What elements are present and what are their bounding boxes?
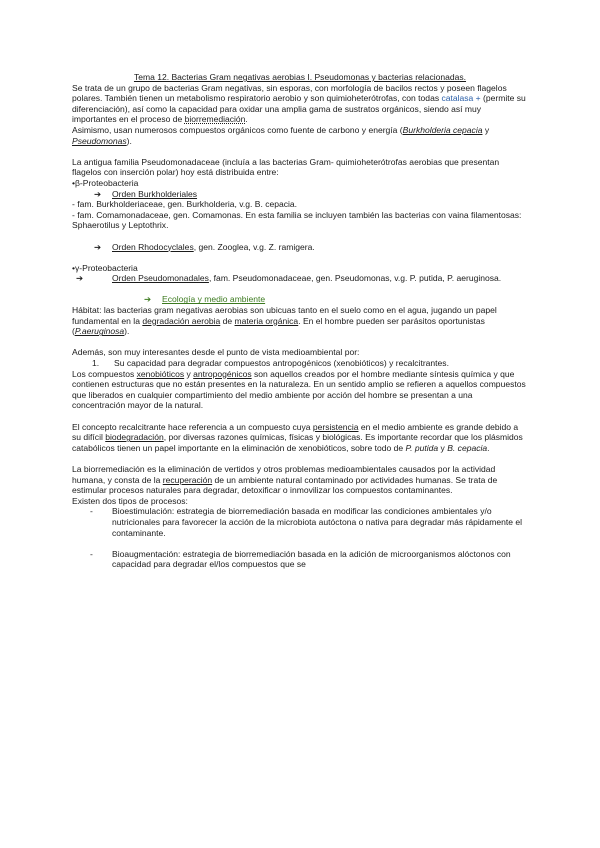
dash-marker: -	[90, 506, 93, 517]
bullet-icon: •	[72, 262, 75, 273]
list-item-bioaugmentacion	[72, 549, 528, 570]
arrow-icon: ➔	[144, 294, 152, 305]
text-segment: y	[184, 368, 194, 379]
document-page	[72, 72, 528, 570]
order-name: Orden Pseudomonadales	[112, 273, 209, 284]
text-segment: materia orgánica	[234, 315, 299, 326]
text-segment: La biorremediación es la eliminación de vertidos y otros problemas medioambientales causados por la actividad humana, y consta de la	[72, 463, 496, 485]
arrow-icon: ➔	[94, 241, 102, 252]
family-intro: La antigua familia Pseudomonadaceae (incluía a las bacterias Gram- quimioheterótrofas aerobias que presentan flagelos con inserción polar) hoy está distribuida entre:	[72, 156, 500, 178]
text-segment: de un ambiente natural contaminado por actividades humanas. Se trata de estimular procesos naturales para degradar, detoxificar o inmovilizar los compuestos contaminantes.	[72, 474, 498, 496]
text-segment: recuperación	[162, 474, 213, 485]
text-segment: son aquellos creados por el hombre mediante síntesis química y que contienen estructuras que no están presentes en la naturaleza. En un sentido amplio se refieren a aquellos compuestos que liberados en cualquier compartimiento del medio ambiente por acción del hombre se presentan a una concentración mayor de la natural.	[72, 368, 526, 411]
intro-paragraph-2	[72, 125, 528, 146]
text-segment: Los compuestos	[72, 368, 137, 379]
ademas-paragraph: Además, son muy interesantes desde el punto de vista medioambiental por:	[72, 347, 360, 358]
text-segment: .	[245, 114, 248, 125]
text-segment: .	[487, 442, 490, 453]
order-name: Orden Burkholderiales	[112, 188, 198, 199]
arrow-icon: ➔	[94, 188, 102, 199]
text-segment: . En el hombre pueden ser parásitos oportunistas (	[72, 315, 485, 337]
xenobioticos-paragraph	[72, 369, 528, 411]
text-segment: biodegradación	[105, 432, 164, 443]
intro-paragraph	[72, 83, 528, 125]
text-segment: persistencia	[312, 421, 359, 432]
list-item-text: Bioestimulación: estrategia de biorremediación basada en modificar las condiciones ambientales y/o nutricionales para favorecer la acción de la microbiota autóctona o nativa para degradar más rápidamente el contaminante.	[112, 506, 523, 538]
habitat-paragraph	[72, 305, 528, 337]
text-segment: B. cepacia	[447, 442, 488, 453]
fam-comamonadaceae: - fam. Comamonadaceae, gen. Comamonas. En esta familia se incluyen también las bacterias con vaina filamentosas: Sphaerotilus y Leptothrix.	[72, 209, 522, 231]
text-segment: Burkholderia cepacia	[402, 124, 483, 135]
text-segment: (permite su diferenciación), así como la capacidad para oxidar una amplia gama de sustratos orgánicos, siendo así muy importantes en el proceso de	[72, 93, 526, 125]
text-segment: y	[482, 124, 490, 135]
text-segment: , por diversas razones químicas, físicas y biológicas. Es importante recordar que los plásmidos catabólicos tienen un papel importante en la eliminación de xenobióticos, sobre todo de	[72, 432, 523, 453]
text-segment: en el medio ambiente es grande debido a su difícil	[72, 421, 519, 443]
biorremediacion-paragraph	[72, 464, 528, 496]
text-segment: biorremediación	[184, 114, 246, 125]
text-segment: P. putida	[405, 442, 439, 453]
gamma-label: γ-Proteobacteria	[75, 262, 138, 273]
text-segment: catalasa +	[441, 93, 481, 104]
text-segment: ).	[126, 135, 132, 146]
item-text: Su capacidad para degradar compuestos antropogénicos (xenobióticos) y recalcitrantes.	[114, 358, 449, 369]
section-heading-text: Ecología y medio ambiente	[162, 294, 266, 305]
recalcitrante-paragraph	[72, 422, 528, 454]
procesos-intro: Existen dos tipos de procesos:	[72, 495, 188, 506]
dash-marker: -	[90, 548, 93, 559]
list-item-bioestimulacion	[72, 506, 528, 538]
beta-proteobacteria	[72, 178, 528, 189]
text-segment: de	[220, 315, 235, 326]
text-segment: P.aeruginosa	[74, 326, 125, 337]
order-detail: , gen. Zooglea, v.g. Z. ramigera.	[193, 241, 315, 252]
text-segment: Pseudomonas	[72, 135, 127, 146]
arrow-icon: ➔	[76, 273, 84, 284]
order-name: Orden Rhodocyclales	[112, 241, 194, 252]
text-segment: Asimismo, usan numerosos compuestos orgánicos como fuente de carbono y energía (	[72, 124, 403, 135]
text-segment: xenobióticos	[136, 368, 185, 379]
text-segment: antropogénicos	[193, 368, 252, 379]
gamma-proteobacteria	[72, 263, 528, 274]
text-segment: ).	[124, 326, 130, 337]
text-segment: Se trata de un grupo de bacterias Gram negativas, sin esporas, con morfología de bacilos rectos y poseen flagelos polares. También tienen un metabolismo respiratorio aerobio y son quimioheterótrofas, con todas	[72, 82, 507, 104]
text-segment: y	[438, 442, 448, 453]
item-number: 1.	[92, 358, 100, 369]
order-pseudomonadales	[72, 273, 528, 284]
order-rhodocyclales	[72, 242, 528, 253]
text-segment: degradación aerobia	[142, 315, 221, 326]
text-segment: Hábitat: las bacterias gram negativas aerobias son ubicuas tanto en el suelo como en el agua, jugando un papel fundamental en la	[72, 305, 497, 326]
numbered-item	[72, 358, 528, 369]
page-title: Tema 12. Bacterias Gram negativas aerobias I. Pseudomonas y bacterias relacionadas.	[133, 72, 467, 82]
section-heading	[72, 294, 528, 305]
order-detail: , fam. Pseudomonadaceae, gen. Pseudomonas, v.g. P. putida, P. aeruginosa.	[208, 273, 502, 284]
beta-label: β-Proteobacteria	[75, 177, 139, 188]
order-burkholderiales	[72, 189, 528, 200]
bullet-icon: •	[72, 177, 75, 188]
list-item-text: Bioaugmentación: estrategia de biorremediación basada en la adición de microorganismos alóctonos con capacidad para degradar el/los compuestos que se	[112, 548, 511, 570]
text-segment: El concepto recalcitrante hace referencia a un compuesto cuya	[72, 421, 313, 432]
fam-burkholderiaceae: - fam. Burkholderiaceae, gen. Burkholderia, v.g. B. cepacia.	[72, 199, 298, 210]
